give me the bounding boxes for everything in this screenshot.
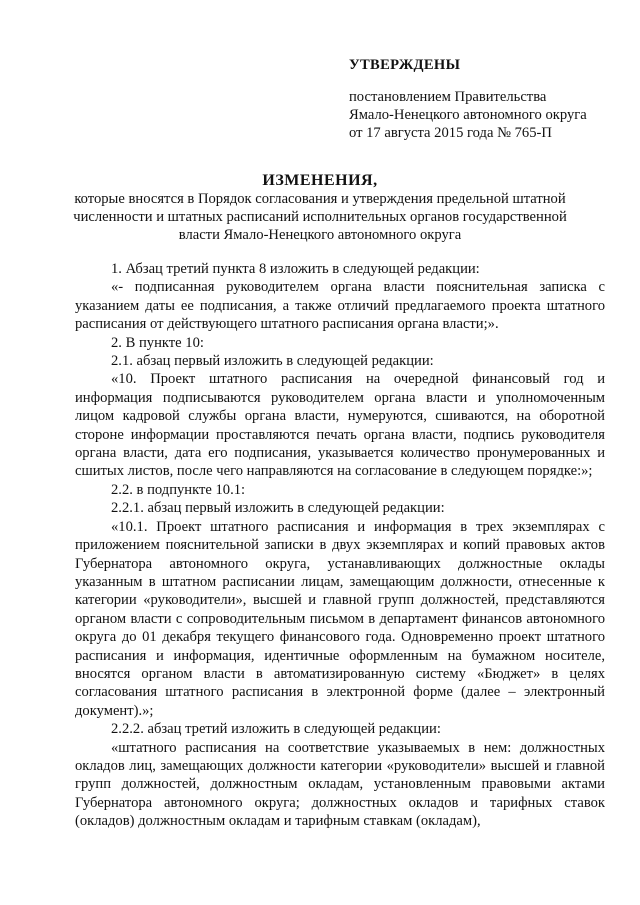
paragraph: «- подписанная руководителем органа власти пояснительная записка с указанием даты ее подписания, а также отличий предлагаемого проекта штатного расписания от действующего штатного расписания органа власти;». [75,279,605,333]
approval-stamp [349,56,619,142]
document-subtitle: которые вносятся в Порядок согласования и утверждения предельной штатной численности и штатных расписаний исполнительных органов государственной власти Ямало-Ненецкого автономного округа [73,191,567,243]
paragraph: «штатного расписания на соответствие указываемых в нем: должностных окладов лиц, замещающих должности категории «руководители» высшей и главной групп должностей, должностным окладам, установленным правовыми актами Губернатора автономного округа; должностных окладов и тарифных ставок (окладов) должностным окладам и тарифным ставкам (окладам), [75,739,605,830]
paragraph: «10.1. Проект штатного расписания и информация в трех экземплярах с приложением пояснительной записки в двух экземплярах и копий правовых актов Губернатора автономного округа, устанавливающих должностные оклады указанным в штатном расписании лицам, замещающим должности, отнесенные к категории «руководители», высшей и главной групп должностей, представляются органом власти с сопроводительным письмом в департамент финансов автономного округа до 01 декабря текущего финансового года. Одновременно проект штатного расписания и информация, идентичные оформленным на бумажном носителе, вносятся органом власти в автоматизированную систему «Бюджет» в целях согласования штатного расписания в электронной форме (далее – электронный документ).»; [75,518,605,719]
approval-line: от 17 августа 2015 года № 765-П [349,125,552,141]
paragraph: 2. В пункте 10: [111,334,204,351]
paragraph: 2.2. в подпункте 10.1: [111,481,246,498]
paragraph: 2.1. абзац первый изложить в следующей редакции: [111,353,434,370]
paragraph: «10. Проект штатного расписания на очередной финансовый год и информация подписываются руководителем органа власти и уполномоченным лицом кадровой службы органа власти, нумеруются, сшиваются, на оборотной стороне информации проставляются печать органа власти, подпись руководителя органа власти, дата его подписания, указывается количество пронумерованных и сшитых листов, после чего направляются на согласование в следующем порядке:»; [75,371,605,480]
approval-line: постановлением Правительства [349,89,547,105]
document-title: ИЗМЕНЕНИЯ, [262,172,378,189]
paragraph: 2.2.1. абзац первый изложить в следующей редакции: [111,500,445,517]
document-body [75,260,605,831]
paragraph: 2.2.2. абзац третий изложить в следующей редакции: [111,721,441,738]
approval-line: Ямало-Ненецкого автономного округа [349,107,587,123]
paragraph: 1. Абзац третий пункта 8 изложить в следующей редакции: [111,261,480,277]
approval-title: УТВЕРЖДЕНЫ [349,57,461,73]
